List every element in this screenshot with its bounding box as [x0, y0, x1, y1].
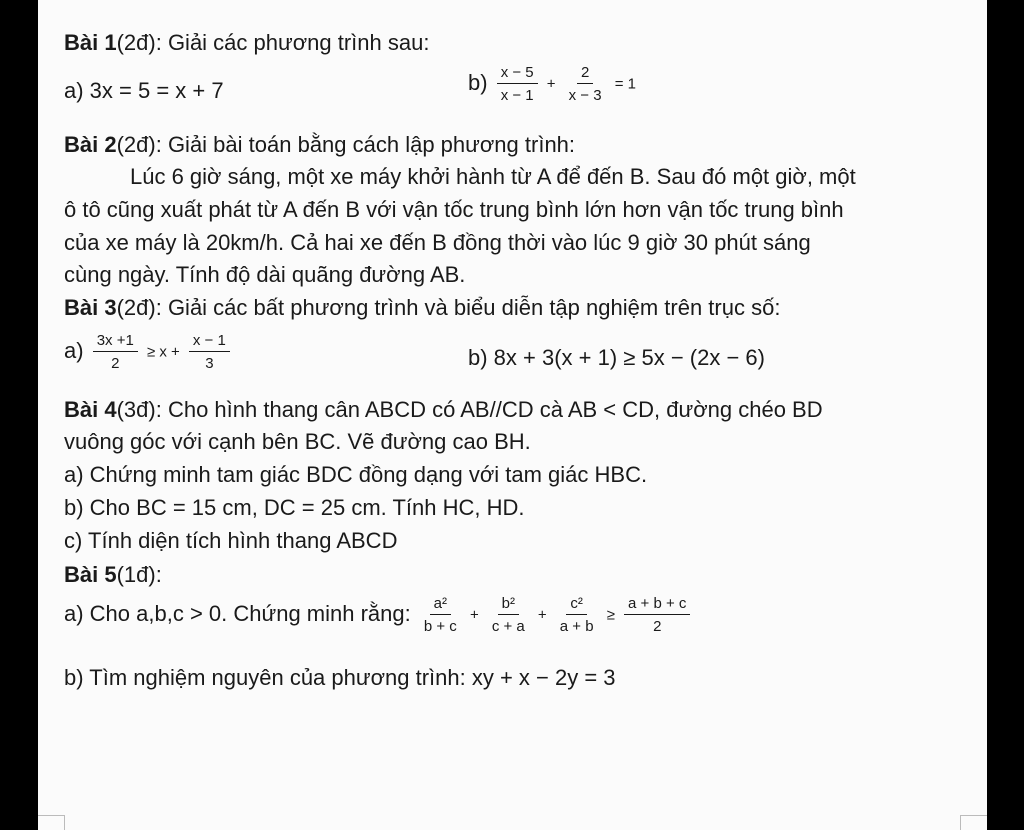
- fraction-denominator: 3: [205, 355, 214, 372]
- fraction-denominator: c + a: [491, 618, 525, 635]
- bai1-title: [64, 30, 429, 56]
- bai3-a-label: a): [64, 337, 84, 363]
- bai2-line-2: ô tô cũng xuất phát từ A đến B với vận tốc trung bình lớn hơn vận tốc trung bình: [64, 197, 844, 222]
- fraction-denominator: 2: [653, 618, 662, 635]
- bai4-title: [64, 397, 823, 423]
- bai2-title: [64, 132, 575, 158]
- equals-one: = 1: [614, 75, 636, 93]
- document-page: [38, 0, 987, 830]
- plus-sign: +: [469, 606, 479, 624]
- fraction-denominator: x − 1: [500, 87, 534, 104]
- bai3-title-bold: Bài 3: [64, 295, 117, 320]
- fraction-numerator: a²: [430, 595, 451, 615]
- plus-sign: +: [546, 75, 556, 93]
- bai1-title-rest: (2đ): Giải các phương trình sau:: [116, 30, 430, 55]
- fraction-denominator: 2: [111, 355, 120, 372]
- fraction-numerator: x − 1: [189, 332, 230, 352]
- bai3-a-fraction-2: [189, 332, 230, 372]
- bai2-line-3: của xe máy là 20km/h. Cả hai xe đến B đồng thời vào lúc 9 giờ 30 phút sáng: [64, 230, 811, 255]
- bai3-a-fraction-1: [93, 332, 138, 372]
- bai1-title-bold: Bài 1: [64, 30, 117, 55]
- bai2-title-bold: Bài 2: [64, 132, 117, 157]
- bai5-a-text: a) Cho a,b,c > 0. Chứng minh rằng:: [64, 600, 411, 626]
- fraction-numerator: a + b + c: [624, 595, 690, 615]
- fraction-numerator: 2: [577, 64, 593, 84]
- bai5-a: [64, 595, 693, 635]
- bai5-title-bold: Bài 5: [64, 562, 117, 587]
- bai1-b-fraction-2: [565, 64, 606, 104]
- fraction-denominator: x − 3: [568, 87, 602, 104]
- geq-x-plus: ≥ x +: [146, 343, 180, 361]
- fraction-numerator: c²: [566, 595, 587, 615]
- bai2-title-rest: (2đ): Giải bài toán bằng cách lập phương trình:: [116, 132, 576, 157]
- bai5-title: [64, 562, 162, 588]
- bai3-title-rest: (2đ): Giải các bất phương trình và biểu diễn tập nghiệm trên trục số:: [116, 295, 781, 320]
- bai4-title-rest: (3đ): Cho hình thang cân ABCD có AB//CD cà AB < CD, đường chéo BD: [116, 397, 823, 422]
- bai5-title-rest: (1đ):: [116, 562, 162, 587]
- fraction-denominator: b + c: [423, 618, 457, 635]
- fraction-numerator: 3x +1: [93, 332, 138, 352]
- bai5-fraction-3: [556, 595, 598, 635]
- bai5-fraction-4: [624, 595, 690, 635]
- bai5-fraction-1: [420, 595, 461, 635]
- bai1-b-fraction-1: [497, 64, 538, 104]
- bai1-b-label: b): [468, 69, 488, 95]
- bai5-fraction-2: [488, 595, 529, 635]
- fraction-numerator: x − 5: [497, 64, 538, 84]
- bai4-title-bold: Bài 4: [64, 397, 117, 422]
- bai4-line-2: vuông góc với cạnh bên BC. Vẽ đường cao BH.: [64, 429, 531, 454]
- bai4-b: b) Cho BC = 15 cm, DC = 25 cm. Tính HC, HD.: [64, 495, 525, 520]
- plus-sign: +: [537, 606, 547, 624]
- bai4-a: a) Chứng minh tam giác BDC đồng dạng với tam giác HBC.: [64, 462, 648, 487]
- bai2-line-4: cùng ngày. Tính độ dài quãng đường AB.: [64, 262, 466, 287]
- fraction-denominator: a + b: [559, 618, 594, 635]
- page-corner-mark-right: [960, 815, 987, 830]
- bai1-a: a) 3x = 5 = x + 7: [64, 78, 224, 103]
- bai4-c: c) Tính diện tích hình thang ABCD: [64, 528, 398, 553]
- bai3-b: b) 8x + 3(x + 1) ≥ 5x − (2x − 6): [468, 345, 765, 370]
- geq-sign: ≥: [606, 606, 615, 624]
- fraction-numerator: b²: [498, 595, 519, 615]
- page-corner-mark-left: [38, 815, 65, 830]
- bai3-title: [64, 295, 780, 321]
- bai5-b: b) Tìm nghiệm nguyên của phương trình: xy + x − 2y = 3: [64, 665, 616, 690]
- bai3-a: [64, 332, 233, 372]
- bai2-line-1: Lúc 6 giờ sáng, một xe máy khởi hành từ A để đến B. Sau đó một giờ, một: [130, 164, 856, 189]
- bai1-b: [468, 64, 636, 104]
